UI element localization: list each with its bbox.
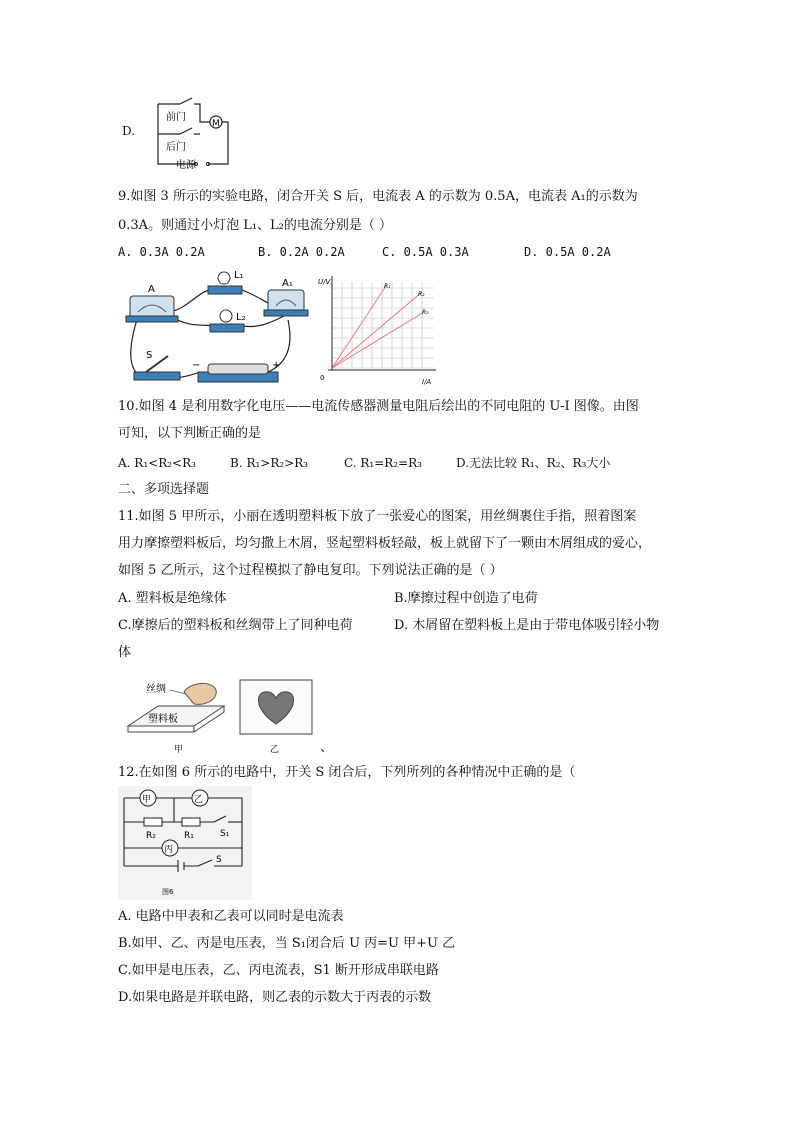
q11-text-line1: 11.如图 5 甲所示，小丽在透明塑料板下放了一张爱心的图案，用丝绸裹住手指，照着图案 — [118, 509, 637, 524]
graph-label-r1: R₁ — [384, 283, 391, 290]
graph-ylabel: U/V — [318, 278, 331, 286]
q12-meter-jia: 甲 — [142, 795, 152, 805]
q11-option-c: C.摩擦后的塑料板和丝绸带上了同种电荷 — [118, 618, 353, 633]
d-back-door-label: 后门 — [166, 142, 186, 153]
graph-label-r3: R₃ — [422, 309, 429, 316]
q12-circuit-figure — [118, 786, 252, 900]
q12-meter-yi: 乙 — [194, 795, 204, 805]
q12-option-b: B.如甲、乙、丙是电压表，当 S₁闭合后 U 丙=U 甲+U 乙 — [118, 936, 456, 951]
q9-lamp2-bulb — [220, 310, 232, 322]
graph-origin: 0 — [320, 374, 325, 382]
q12-s1-label: S₁ — [220, 829, 230, 839]
q11-option-d-line2: 体 — [118, 645, 132, 660]
q12-text-line1: 12.在如图 6 所示的电路中，开关 S 闭合后，下列所列的各种情况中正确的是（ — [118, 765, 576, 780]
q9-lamp2-label: L₂ — [236, 312, 246, 323]
q9-option-d: D. 0.5A 0.2A — [524, 245, 611, 259]
q9-option-c: C. 0.5A 0.3A — [382, 245, 469, 259]
q10-text-line1: 10.如图 4 是利用数字化电压——电流传感器测量电阻后绘出的不同电阻的 U-I 图像。由图 — [118, 399, 639, 414]
q10-option-b: B. R₁>R₂>R₃ — [230, 456, 309, 470]
q11-board-label: 塑料板 — [148, 714, 178, 725]
q10-option-c: C. R₁=R₂=R₃ — [344, 456, 423, 470]
q9-circuit-figure — [118, 268, 314, 390]
q9-option-a: A. 0.3A 0.2A — [118, 245, 205, 259]
q10-option-d: D.无法比较 R₁、R₂、R₃大小 — [456, 456, 611, 470]
graph-line-r3 — [332, 312, 424, 368]
graph-xlabel: I/A — [422, 378, 432, 386]
graph-label-r2: R₂ — [418, 291, 425, 298]
q9-battery-plus: + — [272, 360, 281, 371]
q11-text-line3: 如图 5 乙所示，这个过程模拟了静电复印。下列说法正确的是（ ） — [118, 563, 503, 578]
d-motor-label: M — [212, 119, 220, 129]
q9-text-line2: 0.3A。则通过小灯泡 L₁、L₂的电流分别是（ ） — [118, 218, 393, 233]
q9-ammeter-a1-label: A₁ — [282, 278, 293, 289]
q9-lamp1-label: L₁ — [234, 270, 244, 281]
d-option-letter: D. — [122, 124, 136, 138]
q11-hand-silk — [184, 683, 216, 704]
q10-text-line2: 可知，以下判断正确的是 — [118, 426, 262, 441]
q12-r1-label: R₁ — [184, 831, 194, 841]
q9-lamp1-bulb — [218, 272, 230, 284]
q11-jia-label: 甲 — [174, 745, 184, 755]
q11-yi-label: 乙 — [270, 745, 280, 755]
q10-ui-graph — [314, 272, 438, 390]
d-circuit-diagram — [140, 92, 236, 170]
q11-figure-mark: 、 — [320, 740, 334, 755]
q11-figure-yi — [238, 676, 314, 760]
q12-s-label: S — [216, 855, 222, 865]
q12-option-d: D.如果电路是并联电路，则乙表的示数大于丙表的示数 — [118, 990, 432, 1005]
q12-option-a: A. 电路中甲表和乙表可以同时是电流表 — [118, 909, 344, 924]
q10-option-a: A. R₁<R₂<R₃ — [118, 456, 196, 470]
q9-battery-minus: − — [192, 360, 201, 371]
d-power-label: 电源 — [176, 160, 196, 170]
q9-ammeter-a-label: A — [148, 284, 155, 295]
section-heading-multiple-choice: 二、多项选择题 — [118, 482, 210, 497]
q9-text-line1: 9.如图 3 所示的实验电路，闭合开关 S 后，电流表 A 的示数为 0.5A，电流表 A₁的示数为 — [118, 189, 638, 204]
q11-option-d-line1: D. 木屑留在塑料板上是由于带电体吸引轻小物 — [394, 618, 660, 633]
q12-meter-bing: 丙 — [164, 845, 174, 855]
q11-option-a: A. 塑料板是绝缘体 — [118, 591, 227, 606]
q12-option-c: C.如甲是电压表，乙、丙电流表，S1 断开形成串联电路 — [118, 963, 439, 978]
d-option-circuit — [118, 92, 238, 170]
q11-option-b: B.摩擦过程中创造了电荷 — [394, 591, 538, 606]
q12-figure-caption: 图6 — [162, 888, 174, 896]
q9-option-b: B. 0.2A 0.2A — [258, 245, 345, 259]
q11-text-line2: 用力摩擦塑料板后，均匀撒上木屑，竖起塑料板轻敲，板上就留下了一颗由木屑组成的爱心， — [118, 536, 652, 551]
q11-figure-jia — [124, 676, 234, 760]
q11-silk-label: 丝绸 — [146, 684, 166, 695]
q9-switch-label: S — [146, 350, 153, 361]
q12-r2-label: R₂ — [146, 831, 156, 841]
d-front-door-label: 前门 — [166, 112, 186, 123]
graph-line-r2 — [332, 292, 422, 368]
